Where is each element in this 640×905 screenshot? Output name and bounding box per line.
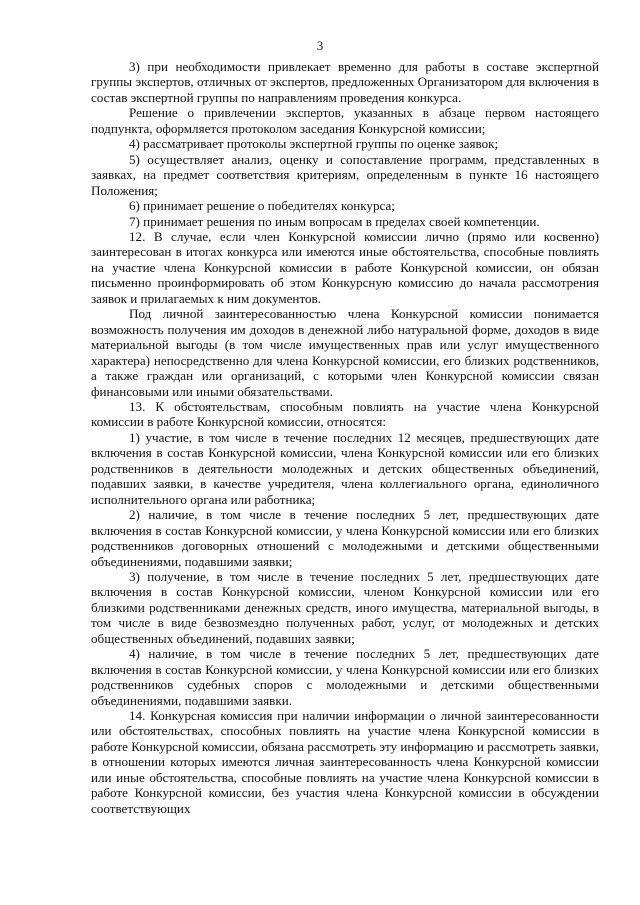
paragraph-experts-decision: Решение о привлечении экспертов, указанных в абзаце первом настоящего подпункта, оформляется протоколом заседания Конкурсной комиссии; — [91, 105, 599, 136]
document-body — [91, 59, 599, 816]
paragraph-item-6: 6) принимает решение о победителях конкурса; — [129, 198, 395, 214]
paragraph-clause-13: 13. К обстоятельствам, способным повлиять на участие члена Конкурсной комиссии в работе Конкурсной комиссии, относятся: — [91, 398, 599, 430]
paragraph-item-3: 3) при необходимости привлекает временно для работы в составе экспертной группы экспертов, отличных от экспертов, предложенных Организатором для включения в состав экспертной группы по направлениям проведения конкурса. — [91, 59, 599, 105]
paragraph-clause-13-item-4: 4) наличие, в том числе в течение последних 5 лет, предшествующих дате включения в состав Конкурсной комиссии, у члена Конкурсной комиссии или его близких родственников судебных споров с молодежными и детскими общественными объединениями, подавшими заявки. — [91, 646, 599, 708]
paragraph-clause-12: 12. В случае, если член Конкурсной комиссии лично (прямо или косвенно) заинтересован в итогах конкурса или имеются иные обстоятельства, способные повлиять на участие члена Конкурсной комиссии в работе Конкурсной комиссии, он обязан письменно проинформировать об этом Конкурсную комиссию до начала рассмотрения заявок и прилагаемых к ним документов. — [91, 228, 599, 306]
paragraph-clause-14: 14. Конкурсная комиссия при наличии информации о личной заинтересованности или обстоятельствах, способных повлиять на участие члена Конкурсной комиссии в работе Конкурсной комиссии, обязана рассмотреть эту информацию и рассмотреть заявки, в отношении которых имеются личная заинтересованность члена Конкурсной комиссии или иные обстоятельства, способные повлиять на участие члена Конкурсной комиссии в работе Конкурсной комиссии, без участия члена Конкурсной комиссии в обсуждении соответствующих — [91, 708, 599, 816]
paragraph-item-4: 4) рассматривает протоколы экспертной группы по оценке заявок; — [129, 136, 499, 152]
page-number: 3 — [316, 38, 324, 53]
paragraph-item-5: 5) осуществляет анализ, оценку и сопоставление программ, представленных в заявках, на предмет соответствия критериям, определенным в пункте 16 настоящего Положения; — [91, 151, 599, 198]
paragraph-clause-13-item-3: 3) получение, в том числе в течение последних 5 лет, предшествующих дате включения в состав Конкурсной комиссии, членом Конкурсной комиссии или его близкими родственниками денежных средств, иного имущества, материальной выгоды, в том числе в виде безвозмездно полученных работ, услуг, от молодежных и детских общественных объединений, подавших заявки; — [91, 568, 599, 646]
paragraph-clause-13-item-1: 1) участие, в том числе в течение последних 12 месяцев, предшествующих дате включения в состав Конкурсной комиссии, члена Конкурсной комиссии или его близких родственников в деятельности молодежных и детских общественных объединений, подавших заявки, в качестве учредителя, члена коллегиального органа, единоличного исполнительного органа или работника; — [91, 429, 599, 507]
paragraph-personal-interest: Под личной заинтересованностью члена Конкурсной комиссии понимается возможность получения им доходов в денежной либо натуральной форме, доходов в виде материальной выгоды (в том числе имущественных прав или услуг имущественного характера) непосредственно для члена Конкурсной комиссии, его близких родственников, а также граждан или организаций, с которыми член Конкурсной комиссии связан финансовыми или иными обязательствами. — [91, 306, 599, 399]
paragraph-clause-13-item-2: 2) наличие, в том числе в течение последних 5 лет, предшествующих дате включения в состав Конкурсной комиссии, у члена Конкурсной комиссии или его близких родственников договорных отношений с молодежными и детскими общественными объединениями, подавшими заявки; — [91, 507, 599, 569]
paragraph-item-7: 7) принимает решения по иным вопросам в пределах своей компетенции. — [129, 213, 540, 229]
